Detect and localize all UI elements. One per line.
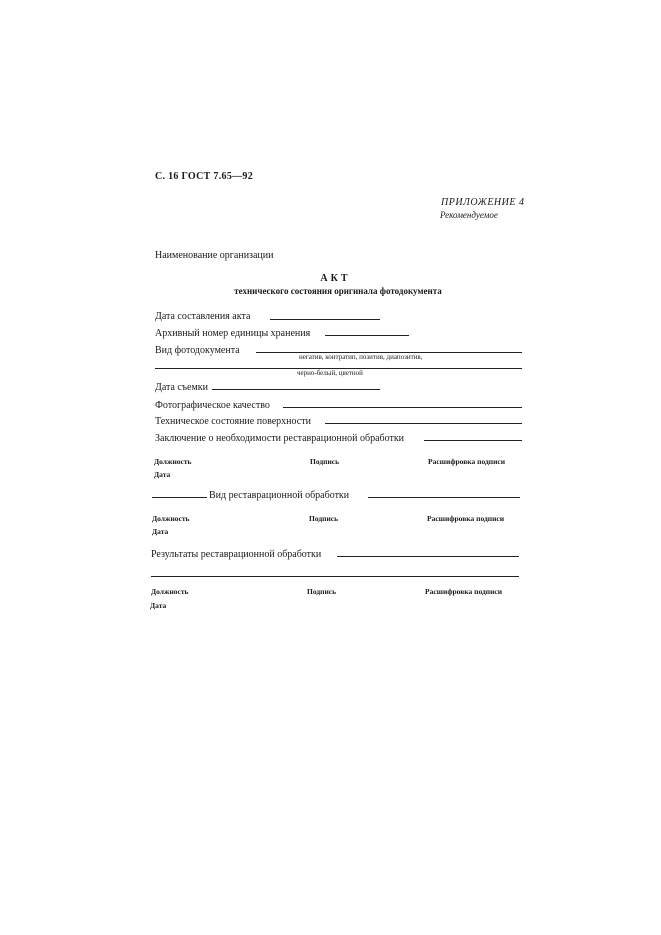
sig1-position: Должность	[154, 457, 192, 466]
field-photo-quality-label: Фотографическое качество	[155, 400, 270, 411]
sig3-position: Должность	[151, 587, 189, 596]
photo-type-hint-1: негатив, контратип, позитив, диапозитив,	[299, 353, 423, 361]
field-date-compiled-line[interactable]	[270, 319, 380, 320]
sig1-signature: Подпись	[310, 457, 340, 466]
sig2-transcript: Расшифровка подписи	[427, 514, 505, 523]
act-subtitle: технического состояния оригинала фотодокумента	[234, 286, 442, 296]
field-photo-quality-line[interactable]	[283, 407, 522, 408]
restoration-results-line[interactable]	[337, 556, 519, 557]
field-surface-condition-line[interactable]	[325, 423, 522, 424]
sig3-signature: Подпись	[307, 587, 337, 596]
sig3-transcript: Расшифровка подписи	[425, 587, 503, 596]
restoration-type-label: Вид реставрационной обработки	[209, 490, 350, 501]
restoration-results-label: Результаты реставрационной обработки	[151, 549, 322, 560]
sig2-date: Дата	[152, 527, 169, 536]
field-archive-number-line[interactable]	[325, 335, 409, 336]
field-shooting-date-line[interactable]	[212, 389, 380, 390]
restoration-results-line-2[interactable]	[151, 576, 519, 577]
sig1-transcript: Расшифровка подписи	[428, 457, 506, 466]
appendix-label: ПРИЛОЖЕНИЕ 4	[441, 197, 525, 208]
field-restoration-need-label: Заключение о необходимости реставрационной обработки	[155, 433, 405, 444]
sig2-signature: Подпись	[309, 514, 339, 523]
sig3-date: Дата	[150, 601, 167, 610]
field-restoration-need-line[interactable]	[424, 440, 522, 441]
photo-type-hint-2: черно-белый, цветной	[297, 369, 363, 377]
field-shooting-date-label: Дата съемки	[155, 382, 209, 393]
organization-label: Наименование организации	[155, 250, 274, 261]
field-surface-condition-label: Техническое состояние поверхности	[155, 416, 311, 427]
sig1-date: Дата	[154, 470, 171, 479]
page-reference: С. 16 ГОСТ 7.65—92	[155, 171, 254, 182]
field-archive-number-label: Архивный номер единицы хранения	[155, 328, 311, 339]
restoration-type-line-left[interactable]	[152, 497, 207, 498]
act-title: АКТ	[320, 273, 351, 284]
field-date-compiled-label: Дата составления акта	[155, 311, 251, 322]
restoration-type-line-right[interactable]	[368, 497, 520, 498]
field-photo-type-label: Вид фотодокумента	[155, 345, 240, 356]
sig2-position: Должность	[152, 514, 190, 523]
appendix-status: Рекомендуемое	[440, 210, 498, 220]
